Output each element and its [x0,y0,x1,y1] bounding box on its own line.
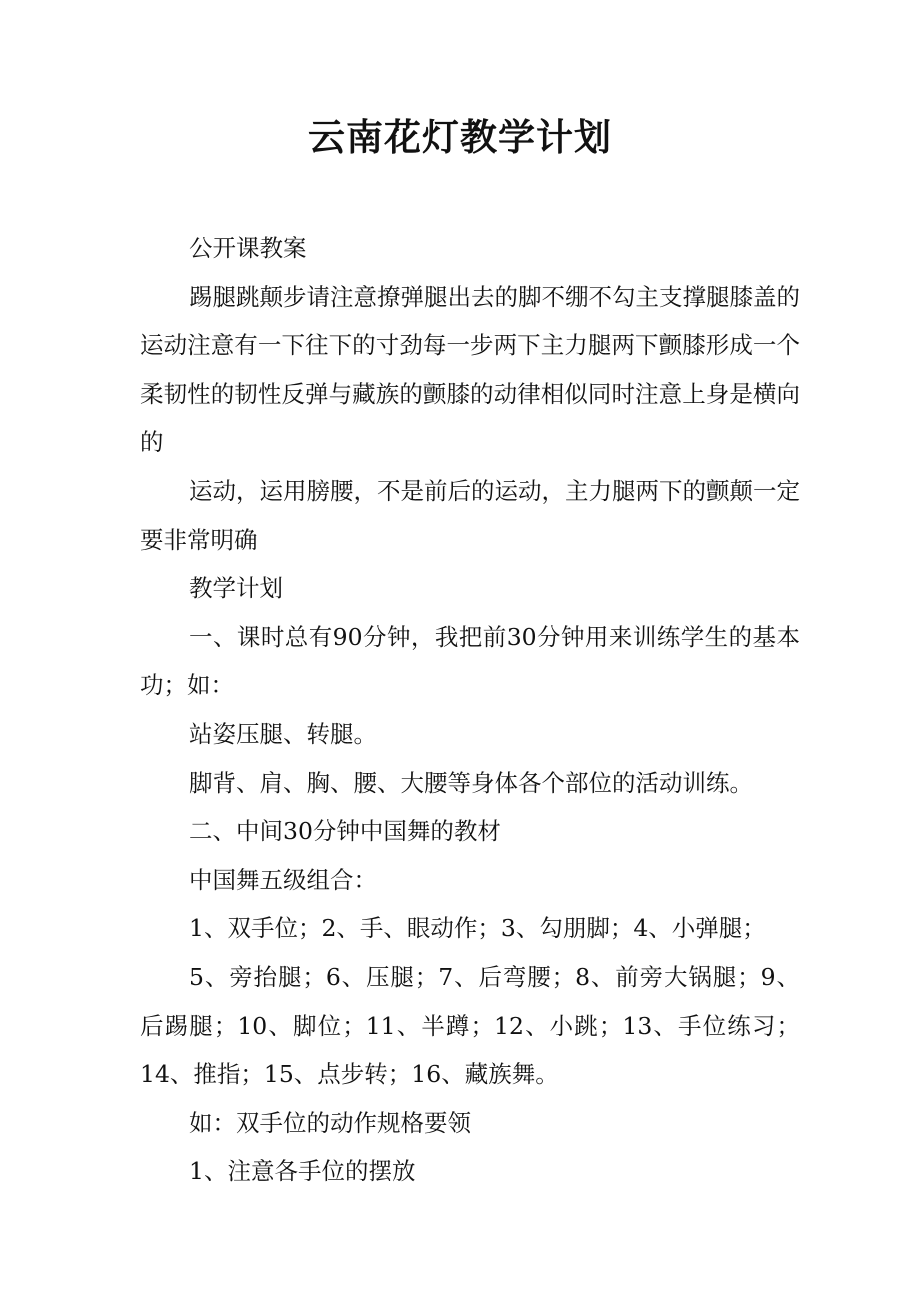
paragraph-kick-step: 踢腿跳颠步请注意撩弹腿出去的脚不绷不勾主支撑腿膝盖的运动注意有一下往下的寸劲每一步两下主力腿两下颤膝形成一个柔韧性的韧性反弹与藏族的颤膝的动律相似同时注意上身是横向的 [140,282,800,457]
paragraph-combination-list-1: 1、双手位；2、手、眼动作；3、勾朋脚；4、小弹腿； [189,914,766,943]
document-body [140,224,800,1196]
paragraph-level-five: 中国舞五级组合： [189,865,377,894]
paragraph-public-lesson: 公开课教案 [189,234,307,262]
paragraph-leg-press: 站姿压腿、转腿。 [189,719,377,748]
paragraph-combination-list-2: 5、旁抬腿；6、压腿；7、后弯腰；8、前旁大锅腿；9、后踢腿；10、脚位；11、半蹲；12、小跳；13、手位练习；14、推指；15、点步转；16、藏族舞。 [140,962,800,1089]
paragraph-teaching-plan-heading: 教学计划 [189,574,283,603]
paragraph-part-one: 一、课时总有90分钟，我把前30分钟用来训练学生的基本功；如： [140,622,800,700]
paragraph-example: 如：双手位的动作规格要领 [189,1108,471,1137]
paragraph-movement: 运动，运用膀腰，不是前后的运动，主力腿两下的颤颠一定要非常明确 [140,476,800,554]
paragraph-part-two: 二、中间30分钟中国舞的教材 [189,817,501,846]
paragraph-hand-positions: 1、注意各手位的摆放 [189,1157,416,1186]
paragraph-body-training: 脚背、肩、胸、腰、大腰等身体各个部位的活动训练。 [189,768,753,797]
document-title: 云南花灯教学计划 [308,115,612,159]
